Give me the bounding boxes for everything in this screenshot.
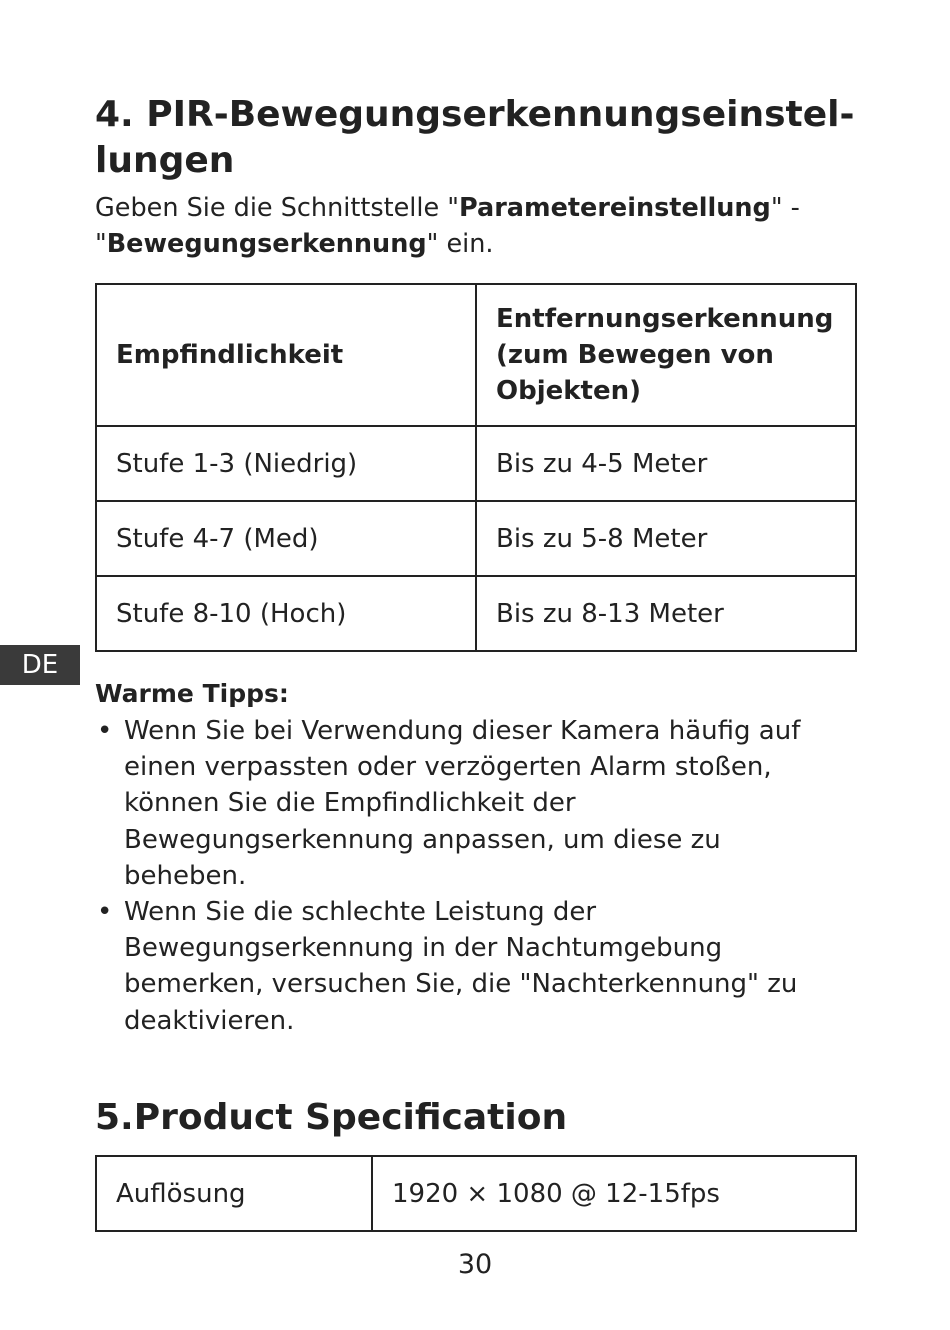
table-row — [96, 501, 856, 576]
table-cell: Stufe 4-7 (Med) — [96, 501, 476, 576]
page-number: 30 — [457, 1249, 493, 1280]
tip-text: Wenn Sie bei Verwendung dieser Kamera häufig auf einen verpassten oder verzögerten Alarm stoßen, können Sie die Empfindlichkeit der Bewegungserkennung anpassen, um diese zu beheben. — [124, 716, 801, 891]
intro-middle: " - " — [95, 193, 800, 259]
section-4-heading-text: 4. PIR-Bewegungserkennungseinstel-lungen — [95, 94, 855, 181]
intro-bold-parametereinstellung: Parametereinstellung — [459, 193, 771, 223]
table-cell: 1920 × 1080 @ 12-15fps — [372, 1156, 856, 1231]
table-cell: Auflösung — [96, 1156, 372, 1231]
table-cell: Bis zu 4-5 Meter — [476, 426, 856, 501]
header-cell-sensitivity: Empfindlichkeit — [96, 284, 476, 426]
tips-title: Warme Tipps: — [95, 679, 289, 708]
header-cell-distance: Entfernungserkennung (zum Bewegen von Objekten) — [476, 284, 856, 426]
bullet-icon: • — [97, 897, 113, 928]
intro-prefix: Geben Sie die Schnittstelle " — [95, 193, 459, 223]
list-item — [95, 713, 845, 894]
table-cell: Stufe 8-10 (Hoch) — [96, 576, 476, 651]
table-cell: Stufe 1-3 (Niedrig) — [96, 426, 476, 501]
table-cell: Bis zu 8-13 Meter — [476, 576, 856, 651]
specification-table — [95, 1155, 857, 1232]
list-item — [95, 894, 845, 1039]
table-header-row — [96, 284, 856, 426]
section-4-heading — [95, 92, 855, 184]
table-row — [96, 426, 856, 501]
intro-bold-bewegungserkennung: Bewegungserkennung — [106, 229, 427, 259]
table-row — [96, 1156, 856, 1231]
section-5-heading: 5.Product Specification — [95, 1097, 568, 1138]
bullet-icon: • — [97, 716, 113, 746]
language-tab: DE — [0, 645, 80, 685]
table-row — [96, 576, 856, 651]
intro-suffix: " ein. — [426, 229, 494, 259]
sensitivity-table — [95, 283, 857, 652]
tip-text: Wenn Sie die schlechte Leistung der Bewegungserkennung in der Nachtumgebung bemerken, versuchen Sie, die "Nachterkennung" zu deaktivieren. — [124, 897, 798, 1036]
section-4-intro — [95, 190, 875, 262]
table-cell: Bis zu 5-8 Meter — [476, 501, 856, 576]
tips-list — [95, 713, 845, 1039]
